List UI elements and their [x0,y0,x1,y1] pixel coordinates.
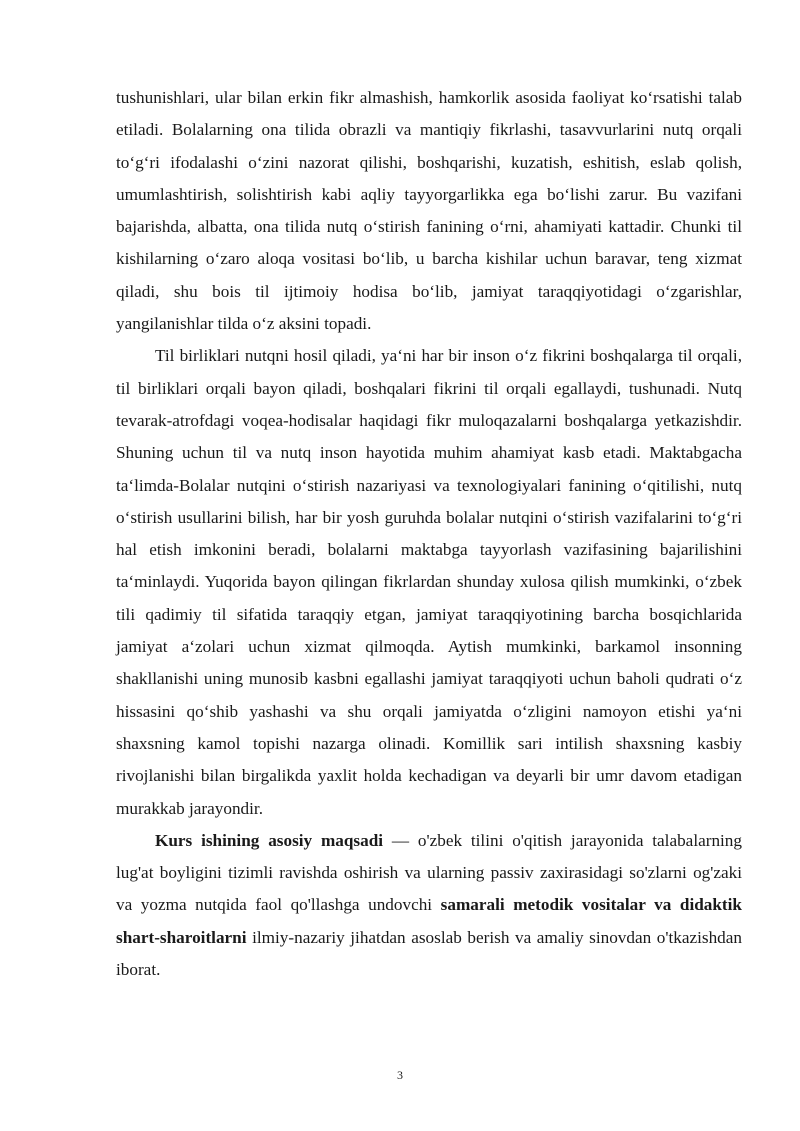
body-text [116,82,742,986]
goal-text-part-b: ilmiy-nazariy jihatdan asoslab berish va amaliy sinovdan o'tkazishdan iborat. [116,927,742,980]
goal-lead-bold: Kurs ishining asosiy maqsadi [155,830,384,850]
paragraph-continuation: tushunishlari, ular bilan erkin fikr almashish, hamkorlik asosida faoliyat koʻrsatishi talab etiladi. Bolalarning ona tilida obrazli va mantiqiy fikrlashi, tasavvurlarini nutq orqali toʻgʻri ifodalashi oʻzini nazorat qilishi, boshqarishi, kuzatish, eshitish, eslab qolish, umumlashtirish, solishtirish kabi aqliy tayyorgarlikka ega boʻlishi zarur. Bu vazifani bajarishda, albatta, ona tilida nutq oʻstirish fanining oʻrni, ahamiyati kattadir. Chunki til kishilarning oʻzaro aloqa vositasi boʻlib, u barcha kishilar uchun baravar, teng xizmat qiladi, shu bois til ijtimoiy hodisa boʻlib, jamiyat taraqqiyotidagi oʻzgarishlar, yangilanishlar tilda oʻz aksini topadi. [116,88,742,334]
goal-text-part-a: — o'zbek tilini o'qitish jarayonida talabalarning lug'at boyligini tizimli ravishda oshirish va ularning passiv zaxirasidagi so'zlarni og'zaki va yozma nutqida faol qo'llashga undovchi [116,830,742,915]
paragraph-course-goal [116,825,742,986]
goal-bold-phrase: samarali metodik vositalar va didaktik shart-sharoitlarni [116,895,742,947]
paragraph-language-units: Til birliklari nutqni hosil qiladi, yaʻni har bir inson oʻz fikrini boshqalarga til orqali, til birliklari orqali bayon qiladi, boshqalari fikrini til orqali egallaydi, tushunadi. Nutq tevarak-atrofdagi voqea-hodisalar haqidagi fikr muloqazalarni boshqalarga yetkazishdir. Shuning uchun til va nutq inson hayotida muhim ahamiyat kasb etadi. Maktabgacha taʻlimda-Bolalar nutqini oʻstirish nazariyasi va texnologiyalari fanining oʻqitilishi, nutq oʻstirish usullarini bilish, har bir yosh guruhda bolalar nutqini oʻstirish vazifalarini toʻgʻri hal etish imkonini beradi, bolalarni maktabga tayyorlash vazifasining bajarilishini taʻminlaydi. Yuqorida bayon qilingan fikrlardan shunday xulosa qilish mumkinki, oʻzbek tili qadimiy til sifatida taraqqiy etgan, jamiyat taraqqiyotining barcha bosqichlarida jamiyat aʻzolari uchun xizmat qilmoqda. Aytish mumkinki, barkamol insonning shakllanishi uning munosib kasbni egallashi jamiyat taraqqiyoti uchun baholi qudrati oʻz hissasini qoʻshib yashashi va shu orqali jamiyatda oʻzligini namoyon etishi yaʻni shaxsning kamol topishi nazarga olinadi. Komillik sari intilish shaxsning kasbiy rivojlanishi bilan birgalikda yaxlit holda kechadigan va deyarli bir umr davom etadigan murakkab jarayondir. [116,346,742,818]
page-number: 3 [397,1068,403,1082]
